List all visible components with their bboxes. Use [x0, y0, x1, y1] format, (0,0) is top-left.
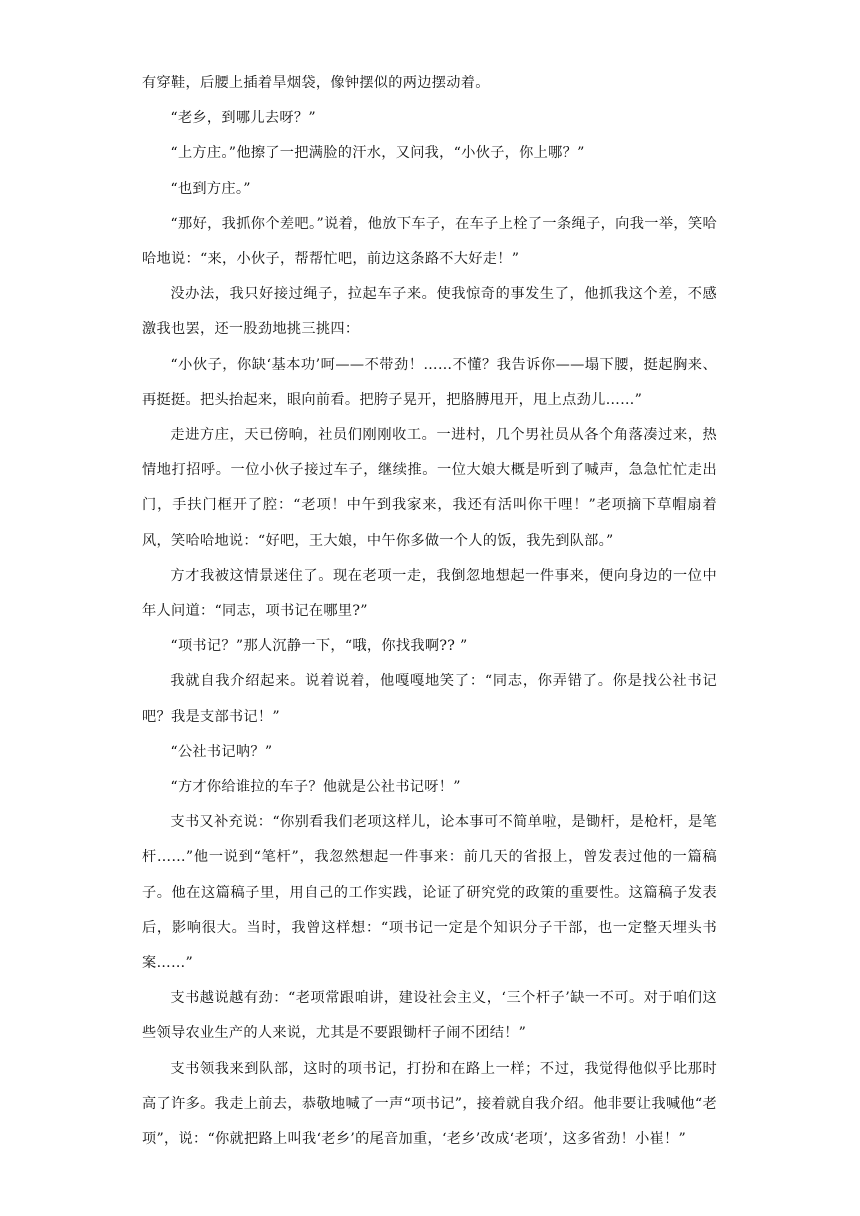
paragraph: “方才你给谁拉的车子？他就是公社书记呀！” [170, 779, 461, 796]
paragraph: 没办法，我只好接过绳子，拉起车子来。使我惊奇的事发生了，他抓我这个差，不感激我也罢，还一股劲地挑三挑四： [142, 286, 717, 338]
paragraph: “那好，我抓你个差吧。”说着，他放下车子，在车子上栓了一条绳子，向我一举，笑哈哈地说：“来，小伙子，帮帮忙吧，前边这条路不大好走！” [142, 215, 717, 268]
document-page [142, 66, 717, 1157]
paragraph: 方才我被这情景迷住了。现在老项一走，我倒忽地想起一件事来，便向身边的一位中年人问道：“同志，项书记在哪里?” [142, 567, 717, 620]
paragraph: 有穿鞋，后腰上插着旱烟袋，像钟摆似的两边摆动着。 [142, 75, 490, 91]
paragraph: 支书领我来到队部，这时的项书记，打扮和在路上一样；不过，我觉得他似乎比那时高了许多。我走上前去，恭敬地喊了一声“项书记”，接着就自我介绍。他非要让我喊他“老项”，说：“你就把路上叫我‘老乡’的尾音加重，‘老乡’改成‘老项’，这多省劲！小崔！” [142, 1060, 717, 1148]
paragraph: 支书又补充说：“你别看我们老项这样儿，论本事可不简单啦，是锄杆，是枪杆，是笔杆……”他一说到“笔杆”，我忽然想起一件事来：前几天的省报上，曾发表过他的一篇稿子。他在这篇稿子里，用自己的工作实践，论证了研究党的政策的重要性。这篇稿子发表后，影响很大。当时，我曾这样想：“项书记一定是个知识分子干部，也一定整天埋头书案……” [142, 814, 717, 972]
paragraph: “公社书记呐？” [170, 743, 273, 760]
paragraph: “老乡，到哪儿去呀？” [170, 110, 316, 127]
paragraph: 我就自我介绍起来。说着说着，他嘎嘎地笑了：“同志，你弄错了。你是找公社书记吧？我是支部书记！” [142, 673, 717, 725]
paragraph: “也到方庄。” [170, 180, 251, 197]
paragraph: “小伙子，你缺‘基本功’呵——不带劲！……不懂？我告诉你——塌下腰，挺起胸来、再挺挺。把头抬起来，眼向前看。把胯子晃开，把胳膊甩开，甩上点劲儿……” [142, 356, 717, 408]
paragraph: 走进方庄，天已傍晌，社员们刚刚收工。一进村，几个男社员从各个角落凑过来，热情地打招呼。一位小伙子接过车子，继续推。一位大娘大概是听到了喊声，急急忙忙走出门，手扶门框开了腔：“老项！中午到我家来，我还有活叫你干哩！”老项摘下草帽扇着风，笑哈哈地说：“好吧，王大娘，中午你多做一个人的饭，我先到队部。” [142, 427, 717, 549]
paragraph: “项书记？”那人沉静一下，“哦，你找我啊?? ” [170, 638, 468, 655]
paragraph: 支书越说越有劲：“老项常跟咱讲，建设社会主义，‘三个杆子’缺一不可。对于咱们这些领导农业生产的人来说，尤其是不要跟锄杆子闹不团结！” [142, 990, 717, 1042]
paragraph: “上方庄。”他擦了一把满脸的汗水，又问我，“小伙子，你上哪？” [170, 145, 585, 162]
